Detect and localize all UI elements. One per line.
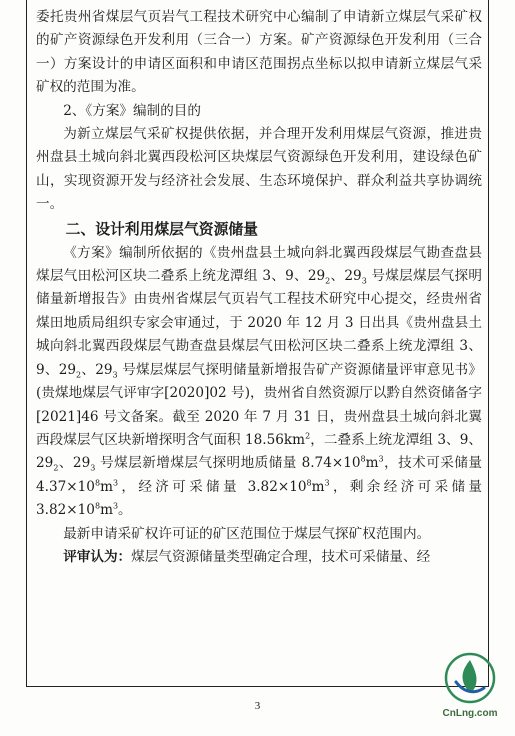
para3-text: ，二叠系上统龙潭组 3、9、29 — [36, 431, 482, 472]
page-content — [36, 6, 482, 569]
para3-text: ，技术可采储量 4.37×10 — [36, 455, 482, 495]
logo-text: CnLng.com — [442, 708, 498, 719]
para3-text: 《方案》编制所依据的《贵州盘县土城向斜北翼西段煤层气勘查盘县煤层气田松河区块二叠系上统龙潭组 3、9、29 — [36, 244, 482, 285]
para3-text: m — [365, 455, 379, 472]
subscript: 2 — [76, 370, 82, 380]
para3-text: m — [100, 478, 113, 495]
para3-text: ，经济可采储量 3.82×10 — [118, 478, 307, 495]
para3-text: 号煤层新增煤层气探明地质储量 8.74×10 — [95, 455, 361, 472]
review-text: 煤层气资源储量类型确定合理，技术可采储量、经 — [131, 548, 431, 565]
para3-text: m — [311, 478, 325, 495]
superscript: 8 — [94, 501, 101, 511]
para3-text: m — [100, 502, 113, 519]
superscript: 3 — [378, 454, 384, 464]
para3-text: 号煤层煤层气探明储量新增报告矿产资源储量评审意见书》(贵煤地煤层气评审字[2020]02 号)，贵州省自然资源厅以黔自然资储备字[2021]46 号文备案。截至 2020 年 7 月 31 日，贵州盘县土城向斜北翼西段煤层气区块新增探明含气面积 18.56km — [36, 361, 482, 448]
section-heading: 二、设计利用煤层气资源储量 — [65, 220, 258, 238]
para3-text: 。 — [118, 502, 132, 519]
para3-text: ，剩余经济可采储量 3.82×10 — [36, 478, 482, 519]
review-paragraph — [36, 546, 482, 569]
paragraph-4: 最新申请采矿权许可证的矿区范围位于煤层气探矿权范围内。 — [63, 525, 431, 542]
superscript: 8 — [360, 454, 366, 464]
para3-text: 号煤层煤层气探明储量新增报告》由贵州省煤层气页岩气工程技术研究中心提交，经贵州省煤田地质局组织专家会审通过，于 2020 年 12 月 3 日出具《贵州盘县土城向斜北翼西段煤层气勘查盘县煤层气田松河区块二叠系上统龙潭组 3、9、29 — [36, 268, 482, 378]
subscript: 3 — [90, 464, 96, 474]
review-label: 评审认为： — [63, 548, 132, 565]
logo-leaf — [463, 660, 477, 691]
para3-text: 、29 — [81, 361, 113, 378]
subscript: 2 — [53, 464, 59, 474]
watermark-logo — [436, 648, 504, 724]
superscript: 3 — [112, 501, 119, 511]
subscript: 3 — [361, 276, 367, 286]
superscript: 3 — [112, 478, 119, 488]
superscript: 8 — [306, 478, 312, 488]
paragraph-1: 委托贵州省煤层气页岩气工程技术研究中心编制了申请新立煤层气采矿权的矿产资源绿色开发利用（三合一）方案。矿产资源绿色开发利用（三合一）方案设计的申请区面积和申请区范围拐点坐标以拟申请新立煤层气采矿权的范围为准。 — [36, 9, 482, 96]
superscript: 8 — [94, 478, 101, 488]
cnlng-logo-icon — [436, 648, 504, 724]
page-number: 3 — [254, 700, 261, 712]
paragraph-3 — [36, 242, 482, 523]
superscript: 2 — [305, 431, 311, 441]
subscript: 2 — [325, 276, 331, 286]
para3-text: 、29 — [330, 268, 362, 285]
superscript: 3 — [324, 478, 330, 488]
para3-text: 、29 — [58, 455, 91, 472]
subheading-purpose: 2、《方案》编制的目的 — [63, 102, 201, 119]
paragraph-2: 为新立煤层气采矿权提供依据，并合理开发利用煤层气资源，推进贵州盘县土城向斜北翼西段松河区块煤层气资源绿色开发利用，建设绿色矿山，实现资源开发与经济社会发展、生态环境保护、群众利益共享协调统一。 — [36, 126, 482, 213]
subscript: 3 — [112, 370, 118, 380]
